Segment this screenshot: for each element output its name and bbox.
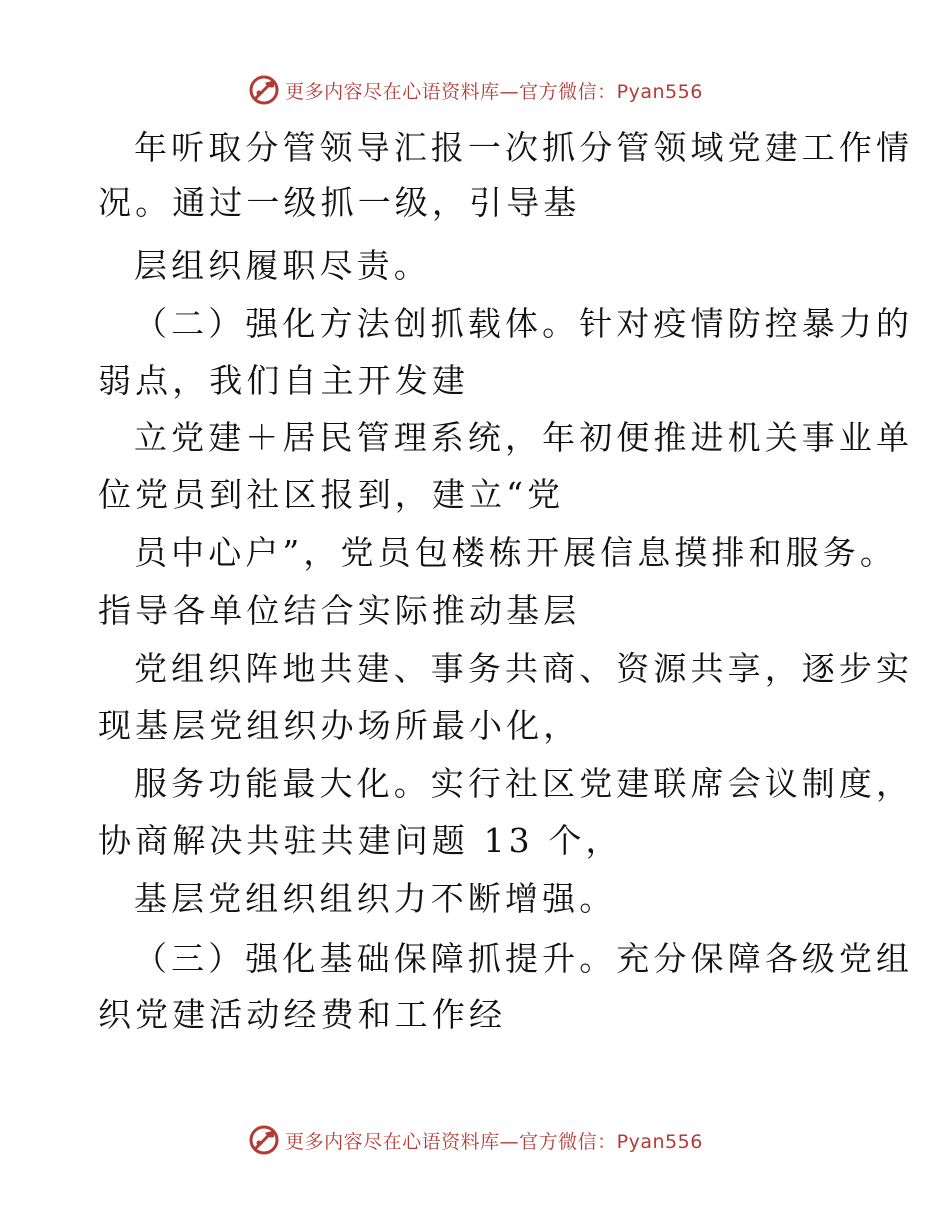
paragraph-line: 现基层党组织办场所最小化， (98, 706, 581, 745)
paragraph-line: （三）强化基础保障抓提升。充分保障各级党组 (134, 939, 914, 978)
watermark-text: 更多内容尽在心语资料库—官方微信：Pyan556 (285, 1130, 703, 1153)
paragraph-line: 年听取分管领导汇报一次抓分管领域党建工作情 (134, 128, 914, 167)
paragraph-line: 员中心户”，党员包楼栋开展信息摸排和服务。 (134, 533, 897, 572)
watermark-text: 更多内容尽在心语资料库—官方微信：Pyan556 (285, 80, 703, 103)
quill-in-circle-icon (247, 1123, 281, 1157)
paragraph-line: 况。通过一级抓一级，引导基 (98, 183, 581, 222)
paragraph-line: 层组织履职尽责。 (134, 246, 431, 285)
paragraph-line: 协商解决共驻共建问题 13 个， (98, 821, 623, 860)
paragraph-line: 基层党组织组织力不断增强。 (134, 879, 617, 918)
header-watermark (0, 70, 950, 110)
paragraph-line: 服务功能最大化。实行社区党建联席会议制度， (134, 764, 914, 803)
footer-watermark (0, 1120, 950, 1160)
paragraph-line: 党组织阵地共建、事务共商、资源共享，逐步实 (134, 649, 914, 688)
paragraph-line: 指导各单位结合实际推动基层 (98, 591, 581, 630)
paragraph-line: 立党建＋居民管理系统，年初便推进机关事业单 (134, 418, 914, 457)
paragraph-line: 位党员到社区报到，建立“党 (98, 475, 565, 514)
paragraph-line: 弱点，我们自主开发建 (98, 361, 469, 400)
paragraph-line: 织党建活动经费和工作经 (98, 995, 507, 1034)
paragraph-line: （二）强化方法创抓载体。针对疫情防控暴力的 (134, 304, 914, 343)
quill-in-circle-icon (247, 73, 281, 107)
